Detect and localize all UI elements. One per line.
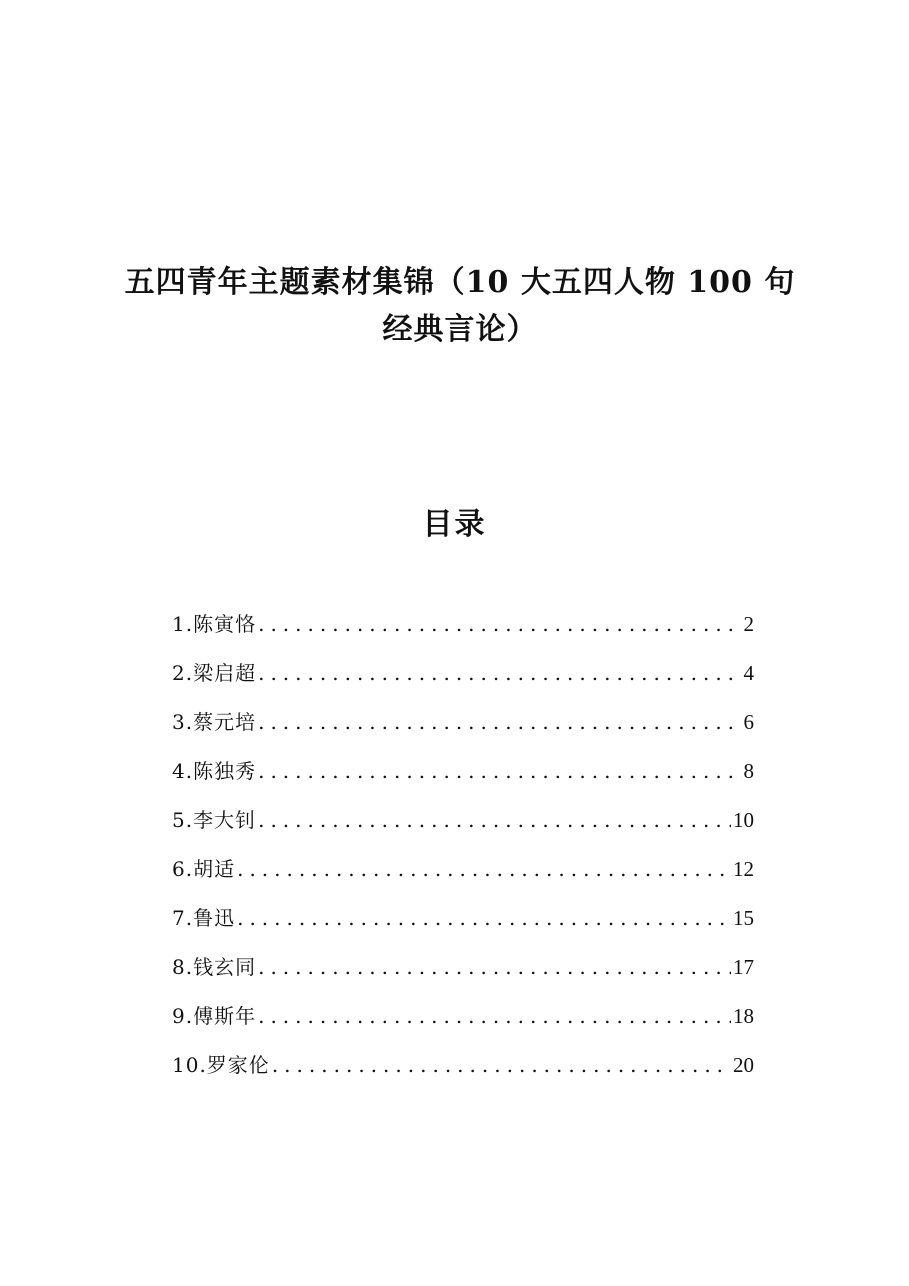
toc-dot-leader xyxy=(258,600,741,649)
toc-entry[interactable] xyxy=(172,796,754,845)
toc-entry-page: 8 xyxy=(743,759,754,783)
toc-entry-label: 8.钱玄同 xyxy=(172,955,257,979)
toc-entry-page: 20 xyxy=(733,1053,754,1077)
toc-entry[interactable] xyxy=(172,992,754,1041)
toc-entry[interactable] xyxy=(172,600,754,649)
toc-entry[interactable] xyxy=(172,747,754,796)
toc-entry-label: 2.梁启超 xyxy=(172,661,257,685)
toc-entry-label: 1.陈寅恪 xyxy=(172,612,257,636)
toc-entry-page: 2 xyxy=(743,612,754,636)
toc-dot-leader xyxy=(258,992,731,1041)
toc-entry[interactable] xyxy=(172,698,754,747)
toc-entry-label: 10.罗家伦 xyxy=(172,1053,270,1077)
toc-dot-leader xyxy=(258,943,731,992)
toc-entry-label: 6.胡适 xyxy=(172,857,236,881)
toc-dot-leader xyxy=(272,1041,731,1090)
toc-entry-label: 3.蔡元培 xyxy=(172,710,257,734)
toc-dot-leader xyxy=(258,698,741,747)
toc-heading: 目录 xyxy=(422,507,487,542)
toc-entry-page: 4 xyxy=(743,661,754,685)
toc-dot-leader xyxy=(237,845,731,894)
toc-dot-leader xyxy=(258,649,741,698)
toc-entry-page: 6 xyxy=(743,710,754,734)
toc-entry-label: 7.鲁迅 xyxy=(172,906,236,930)
toc-entry-label: 5.李大钊 xyxy=(172,808,257,832)
toc-entry-page: 18 xyxy=(733,1004,754,1028)
toc-dot-leader xyxy=(258,796,731,845)
toc-entry[interactable] xyxy=(172,894,754,943)
toc-entry-label: 9.傅斯年 xyxy=(172,1004,257,1028)
toc-entry[interactable] xyxy=(172,845,754,894)
toc-entry-label: 4.陈独秀 xyxy=(172,759,257,783)
toc-dot-leader xyxy=(237,894,731,943)
toc-entry[interactable] xyxy=(172,1041,754,1090)
document-title-line-1: 五四青年主题素材集锦（10 大五四人物 100 句 xyxy=(124,265,796,300)
document-title-line-2: 经典言论） xyxy=(382,312,538,347)
toc-entry-page: 12 xyxy=(733,857,754,881)
toc-entry-page: 15 xyxy=(733,906,754,930)
toc-entry-page: 17 xyxy=(733,955,754,979)
toc-entry[interactable] xyxy=(172,943,754,992)
toc-entry[interactable] xyxy=(172,649,754,698)
toc-dot-leader xyxy=(258,747,741,796)
toc-entry-page: 10 xyxy=(733,808,754,832)
table-of-contents xyxy=(172,600,754,1090)
